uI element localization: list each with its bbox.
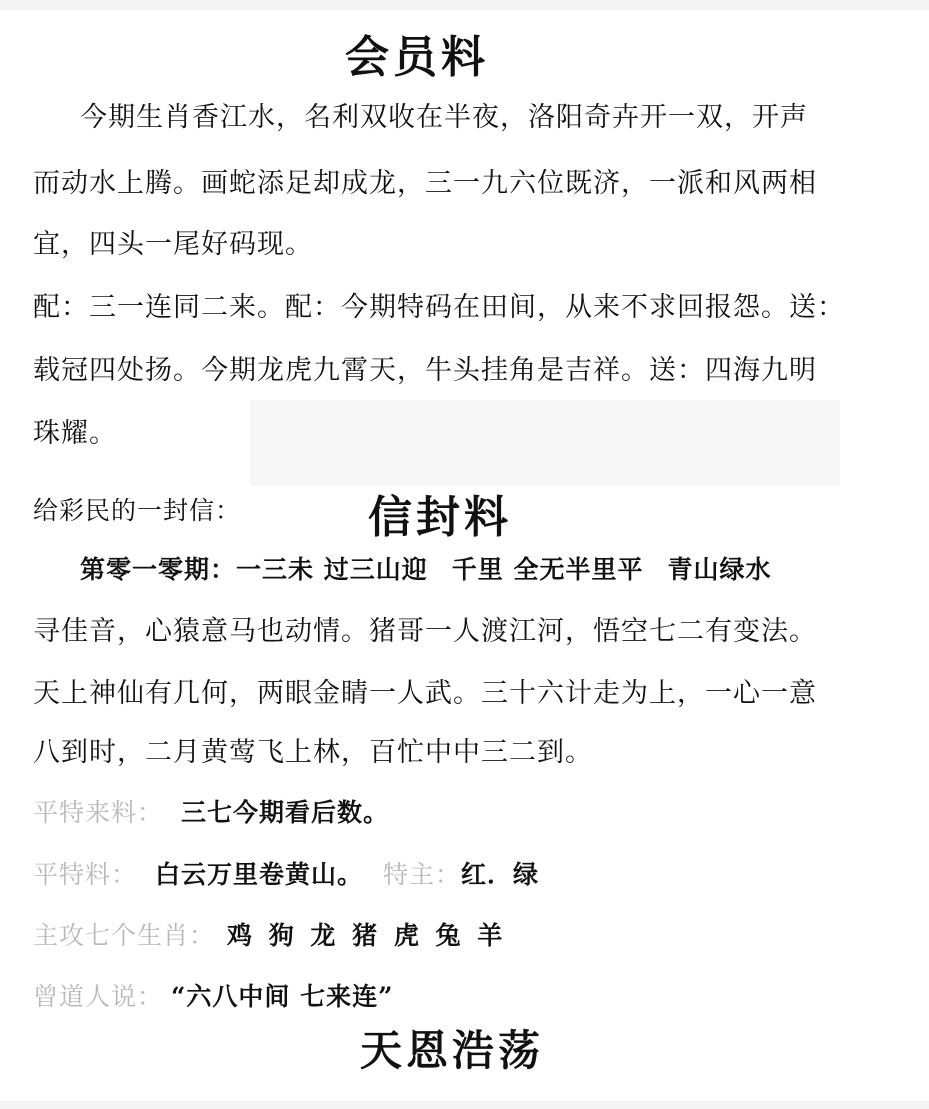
period-label: 第零一零期： bbox=[80, 555, 237, 584]
member-heading: 会员料 bbox=[345, 32, 489, 83]
member-line-6: 珠耀。 bbox=[33, 418, 117, 449]
member-line-2: 而动水上腾。画蛇添足却成龙，三一九六位既济，一派和风两相 bbox=[33, 168, 817, 199]
special-row-2-value: 白云万里卷黄山。 bbox=[155, 860, 364, 889]
envelope-line-3: 八到时，二月黄莺飞上林，百忙中中三二到。 bbox=[33, 737, 593, 768]
envelope-line-2: 天上神仙有几何，两眼金睛一人武。三十六计走为上，一心一意 bbox=[33, 678, 817, 709]
special-row-1 bbox=[33, 800, 389, 825]
page-bottom-edge bbox=[0, 1101, 929, 1109]
member-line-5: 载冠四处扬。今期龙虎九霄天，牛头挂角是吉祥。送：四海九明 bbox=[33, 355, 817, 386]
period-item-1: 一三未 过三山迎 bbox=[236, 555, 428, 584]
special-row-2-value2: 红．绿 bbox=[461, 860, 540, 889]
special-row-3-label: 主攻七个生肖： bbox=[33, 921, 216, 950]
footer-heading: 天恩浩荡 bbox=[360, 1026, 545, 1075]
special-row-1-value: 三七今期看后数。 bbox=[181, 798, 390, 827]
masked-area bbox=[250, 400, 840, 486]
member-line-4: 配：三一连同二来。配：今期特码在田间，从来不求回报怨。送： bbox=[33, 292, 845, 323]
special-row-2-label2: 特主： bbox=[383, 860, 462, 889]
envelope-line-1: 寻佳音，心猿意马也动情。猪哥一人渡江河，悟空七二有变法。 bbox=[33, 616, 817, 647]
member-line-3: 宜，四头一尾好码现。 bbox=[33, 229, 313, 260]
special-row-3-value: 鸡 狗 龙 猪 虎 兔 羊 bbox=[227, 921, 507, 950]
envelope-heading: 信封料 bbox=[368, 492, 512, 543]
period-item-3: 青山绿水 bbox=[667, 555, 772, 584]
special-row-4-label: 曾道人说： bbox=[33, 982, 164, 1011]
special-row-4-value: “六八中间 七来连” bbox=[171, 982, 394, 1011]
page-top-edge bbox=[0, 0, 929, 10]
special-row-4 bbox=[33, 984, 393, 1009]
special-row-3 bbox=[33, 923, 506, 948]
special-row-1-label: 平特来料： bbox=[33, 798, 164, 827]
letter-label: 给彩民的一封信： bbox=[33, 496, 242, 525]
period-item-2: 千里 全无半里平 bbox=[451, 555, 644, 584]
special-row-2-label: 平特料： bbox=[33, 860, 138, 889]
member-line-1: 今期生肖香江水，名利双收在半夜，洛阳奇卉开一双，开声 bbox=[80, 102, 808, 133]
period-line bbox=[80, 557, 771, 582]
special-row-2 bbox=[33, 862, 539, 887]
